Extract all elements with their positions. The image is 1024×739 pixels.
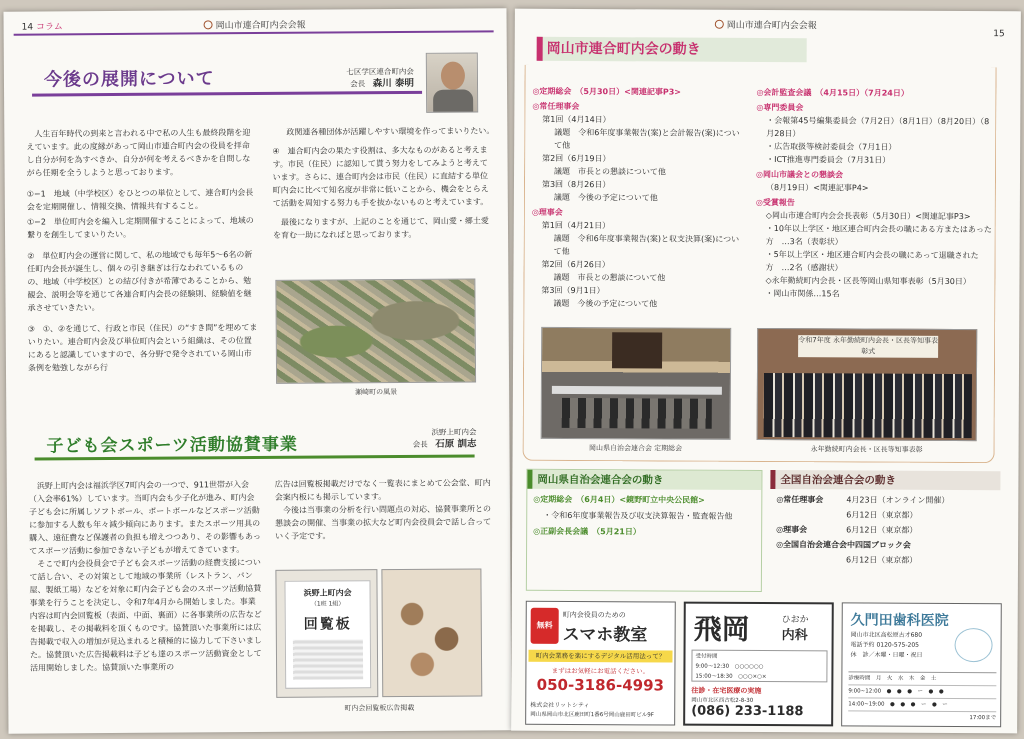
advertisement-sheet-photo bbox=[381, 568, 482, 697]
national-items bbox=[770, 489, 1000, 573]
activity-item: 議題 令和6年度事業報告(案)と会計報告(案)について他 bbox=[554, 127, 740, 150]
ad3-hours-foot: 17:00まで bbox=[969, 715, 997, 722]
general-meeting-photo bbox=[541, 327, 732, 440]
activity-heading: ◎理事会 bbox=[531, 207, 563, 217]
activity-item: ◇永年勤続町内会長・区長等岡山県知事表彰（5月30日） bbox=[765, 275, 971, 287]
ad2-note: 往診・在宅医療の実施 bbox=[691, 686, 762, 695]
activity-heading: ◎常任理事会 bbox=[532, 101, 580, 112]
ad1-phone: 050-3186-4993 bbox=[536, 675, 665, 695]
ad2-kana: ひおか bbox=[781, 615, 809, 626]
section-label: コラム bbox=[35, 22, 63, 33]
article2-paragraph: 広告は回覧板掲載だけでなく一覧表にまとめて公会堂、町内会案内板にも掲示しています。 bbox=[274, 478, 491, 502]
national-section-title: 全国自治会連合会の動き bbox=[770, 470, 1000, 490]
activity-item: ・岡山市関係…15名 bbox=[765, 288, 840, 299]
newsletter-logo-icon bbox=[204, 20, 213, 29]
article1-paragraph: ③ ①、②を通じて、行政と市民（住民）の“すき間”を埋めてまいりたい。連合町内会及び単位町内会という組織は、その位置にあると認識していますので、各分野で発令されている岡山市条例を勉強しながら行 bbox=[27, 323, 258, 373]
national-item bbox=[776, 523, 994, 537]
ad2-phone: (086) 233-1188 bbox=[691, 703, 804, 720]
ad1-company: 株式会社リットシティ bbox=[530, 701, 590, 710]
national-item bbox=[776, 553, 994, 567]
ad2-hours bbox=[691, 650, 827, 683]
activity-item: 議題 今後の予定について他 bbox=[553, 192, 658, 203]
aerial-photo-caption: 瀬崎町の風景 bbox=[355, 388, 398, 397]
prefecture-items bbox=[527, 489, 761, 546]
article1-org: 七区学区連合町内会 bbox=[346, 66, 414, 77]
board-photo-caption: 町内会回覧板広告掲載 bbox=[344, 703, 415, 713]
award-ceremony-caption: 永年勤続町内会長・区長等知事表彰 bbox=[810, 445, 923, 454]
ad3-hours-table bbox=[848, 671, 996, 724]
national-item-label bbox=[776, 553, 846, 566]
activity-item: 議題 令和6年度事業報告(案)と収支決算(案)について他 bbox=[553, 233, 740, 256]
ad1-line: 町内会業務を楽にするデジタル活用法って？ bbox=[528, 650, 672, 663]
circular-board-photo bbox=[275, 569, 378, 698]
page-number-left: 14 コラム bbox=[21, 22, 63, 33]
article1-paragraph: 政関連各種団体が活躍しやすい環境を作ってまいりたい。 bbox=[286, 126, 495, 137]
activity-item: ・広告取扱等検討委員会（7月1日） bbox=[766, 141, 897, 152]
activity-item: 第2回（6月19日） bbox=[542, 153, 611, 164]
national-item bbox=[776, 508, 994, 522]
article2-column-2 bbox=[275, 476, 497, 543]
board-title: 浜野上町内会 bbox=[303, 588, 352, 598]
prefecture-section bbox=[526, 469, 763, 592]
national-item-label: ◎理事会 bbox=[776, 525, 808, 535]
ad3-address: 岡山市北区高松原古才680 bbox=[850, 631, 923, 639]
activity-heading: ◎会計監査会議 （4月15日）（7月24日） bbox=[756, 87, 909, 98]
ad2-address: 岡山市北区西古松2-8-30 bbox=[691, 697, 754, 704]
activity-item: 議題 市長との懇談について他 bbox=[553, 272, 666, 283]
ad2-hours-row: 9:00〜12:30 ○○○○○○ bbox=[695, 663, 764, 670]
board-label: 回覧板 bbox=[303, 616, 352, 633]
article1-paragraph: ①−2 単位町内会を編入し定期開催することによって、地域の繋りを創生してまいりたい。 bbox=[26, 216, 254, 240]
article2-paragraph: そこで町内会役員会で子ども会スポーツ活動の経費支援について話し合い、その対策として地域の事業所（レストラン、パン屋、製紙工場）などを対象に町内会子ども会のスポーツ活動協賛事業を行うことを決定し、令和7年4月から開始しました。事業内容は町内会回覧板（表面、中面、裏面）に各事業所の広告などを掲載し、その掲載料を頂くものです。協賛頂いた事業所には広告掲載で収入の増加が見込まれると積極的に協力して下さいました。協賛頂いた広告掲載料は子ども達のスポーツ活動資金として活用開始しました。協賛頂いた事業所の bbox=[29, 557, 262, 673]
activity-heading: ◎定期総会 （5月30日）<関連記事P3> bbox=[532, 86, 681, 97]
activity-item: ・5年以上学区・地区連合町内会長の職にあって退職された方 …2名（感謝状） bbox=[765, 249, 979, 273]
activity-item: 第3回（8月26日） bbox=[541, 179, 611, 190]
activity-item: 第2回（6月26日） bbox=[541, 259, 610, 270]
activity-item: （8月19日）<関連記事P4> bbox=[765, 182, 869, 193]
ad2-hours-row: 15:00〜18:30 ○○○×○× bbox=[695, 673, 767, 681]
article1-paragraph: 最後になりますが、上記のことを通じて、岡山愛・郷土愛を育む一助になればと思っております。 bbox=[273, 216, 489, 240]
activity-item: 議題 市長との懇談について他 bbox=[554, 166, 666, 177]
article1-paragraph: ④ 連合町内会の果たす役割は、多大なものがあると考えます。市民（住民）に認知して貰う努力をしてみようと考えています。さらに、連合町内会は市民（住民）に直結する単位町内会に比べて知名度が非常に低いことから、機会をとらえて活動を周知する努力も手を抜かないものと考えています。 bbox=[272, 145, 489, 208]
article1-paragraph: ② 単位町内会の運営に関して、私の地域でも毎年5〜6名の新任町内会長が誕生し、個々の引き継ぎは行なわれているものの、地域（中学校区）との結び付きが希薄であることから、勉観会、説明会等を通じて各連合町内会長の経験則、経験値を継承させていきたい。 bbox=[27, 250, 253, 313]
ad3-hours-row: 14:00~19:00 ● ● ● ー ● ー bbox=[848, 698, 996, 712]
activity-item: ・会報第45号編集委員会（7月2日）（8月1日）（8月20日）（8月28日） bbox=[766, 115, 990, 139]
article1-column-1 bbox=[26, 126, 258, 375]
activity-item: ・10年以上学区・地区連合町内会長の職にある方またはあった方 …3名（表彰状） bbox=[765, 223, 992, 247]
award-sign: 令和7年度 永年勤続町内会長・区長等知事表彰式 bbox=[798, 335, 938, 358]
ad3-hours-head: 診療時間 月 火 水 木 金 土 bbox=[848, 672, 996, 686]
national-item-date: 4月23日（オンライン開催） bbox=[846, 495, 950, 505]
tooth-icon bbox=[954, 628, 992, 662]
national-item-date: 6月12日（東京都） bbox=[846, 525, 918, 535]
board-subtitle: （1班 1組） bbox=[310, 600, 345, 608]
national-item bbox=[776, 493, 994, 507]
national-section bbox=[770, 470, 1001, 593]
article2-column-1 bbox=[29, 478, 262, 675]
ad2-kanji: 飛岡 bbox=[693, 612, 750, 646]
smartphone-class-ad bbox=[525, 601, 676, 726]
activity-item: 第1回（4月21日） bbox=[541, 220, 611, 231]
ad1-address: 岡山県岡山市北区鹿田町1番6号岡山鹿田町ビル9F bbox=[530, 711, 654, 719]
activity-item: ・ICT推進専門委員会（7月31日） bbox=[766, 154, 891, 165]
prefecture-heading: ◎正副会長会議 （5月21日） bbox=[533, 526, 641, 537]
banner-title: 岡山市連合町内会の動き bbox=[546, 40, 701, 58]
activity-item: 第1回（4月14日） bbox=[542, 114, 611, 125]
activity-heading: ◎専門委員会 bbox=[756, 102, 804, 113]
free-badge: 無料 bbox=[531, 608, 559, 644]
ad2-hours-title: 受付時間 bbox=[695, 653, 718, 660]
ad3-hours-row: 9:00~12:00 ● ● ● ー ● ● bbox=[848, 685, 996, 699]
article2-paragraph: 今後は当事業の分析を行い問題点の対応、協賛事業所との懇談会の開催、当事業の拡大など町内会役員会で話し合っていく予定です。 bbox=[275, 504, 492, 541]
article1-title-rule bbox=[32, 91, 422, 97]
article2-name: 石原 訓志 bbox=[435, 438, 477, 450]
award-ceremony-photo bbox=[757, 328, 978, 441]
national-item-label: ◎常任理事会 bbox=[776, 495, 824, 505]
activity-column-a bbox=[531, 83, 744, 311]
activity-heading: ◎岡山市議会との懇談会 bbox=[756, 169, 844, 180]
prefecture-heading: ◎定期総会 （6月4日）<鏡野町立中央公民館> bbox=[533, 494, 705, 505]
national-item-label bbox=[776, 508, 846, 521]
article1-paragraph: ①−1 地域（中学校区）をひとつの単位として、連合町内会長会を定期開催し、情報交換、情報共有すること。 bbox=[26, 188, 254, 212]
header-rule bbox=[14, 30, 494, 35]
article2-title: 子ども会スポーツ活動協賛事業 bbox=[46, 434, 298, 457]
aerial-landscape-photo bbox=[275, 278, 476, 383]
ad3-name: 久門田歯科医院 bbox=[850, 612, 949, 629]
ad2-dept: 内科 bbox=[781, 628, 808, 644]
left-page bbox=[3, 8, 511, 733]
activity-item: 議題 今後の予定について他 bbox=[553, 298, 658, 309]
article2-org: 浜野上町内会 bbox=[431, 427, 477, 437]
newsletter-title-right: 岡山市連合町内会会報 bbox=[715, 18, 817, 32]
dental-clinic-ad bbox=[841, 602, 1002, 727]
article1-paragraph: 人生百年時代の到来と言われる中で私の人生も最終段階を迎えています。此の度縁があって岡山市連合町内会の役員を拝命し自分が何を為すべきか、自分が何を考えるべきかを自問しながら任期を全うしようと思っております。 bbox=[26, 128, 251, 178]
ad3-phone: 電話予約 0120-575-205 bbox=[850, 641, 920, 649]
article2-paragraph: 浜野上町内会は福浜学区7町内会の一つで、911世帯が入会（入会率61%）しています。当町内会も少子化が進み、町内会子ども会に所属しソフトボール、ポートボールなどスポーツ活動に参加する人数も年々減少傾向にあります。またスポーツ用具の購入、遠征費など保護者の負担も増えつつあり、その影響もあってスポーツ活動に参加できない子どもが増えてきています。 bbox=[28, 480, 261, 556]
activity-item: 第3回（9月1日） bbox=[541, 285, 605, 296]
ad1-lead: 町内会役員のための bbox=[562, 610, 626, 620]
article1-author bbox=[304, 66, 414, 91]
national-item-date: 6月12日（東京都） bbox=[846, 510, 918, 520]
national-item bbox=[776, 538, 994, 552]
ad3-holiday: 休 診／木曜・日曜・祝日 bbox=[850, 651, 923, 659]
newsletter-title-left: 岡山市連合町内会会報 bbox=[204, 18, 306, 32]
activity-column-b bbox=[755, 84, 994, 301]
article1-role: 会長 bbox=[350, 79, 366, 89]
right-page bbox=[511, 9, 1021, 734]
prefecture-item: ・令和6年度事業報告及び収支決算報告・監査報告他 bbox=[543, 510, 733, 521]
page-number-right: 15 bbox=[993, 29, 1005, 40]
article1-name: 森川 泰明 bbox=[372, 77, 415, 90]
national-item-label: ◎全国自治会連合会中四国ブロック会 bbox=[776, 540, 911, 550]
article1-column-2 bbox=[272, 124, 495, 242]
article1-title: 今後の展開について bbox=[43, 68, 215, 91]
activity-heading: ◎受賞報告 bbox=[755, 197, 795, 208]
ad1-cta: まずはお気軽にお電話ください。 bbox=[551, 666, 650, 676]
national-item-date: 6月12日（東京都） bbox=[845, 555, 918, 565]
city-association-banner bbox=[537, 37, 807, 62]
ad1-title: スマホ教室 bbox=[562, 624, 648, 646]
activity-item: ◇岡山市連合町内会会長表彰（5月30日）<関連記事P3> bbox=[765, 210, 971, 222]
article2-role: 会長 bbox=[412, 439, 428, 449]
article2-author bbox=[366, 426, 476, 451]
newsletter-logo-icon bbox=[715, 20, 724, 29]
general-meeting-caption: 岡山県自治会連合会 定期総会 bbox=[588, 444, 683, 453]
prefecture-section-title: 岡山県自治会連合会の動き bbox=[527, 470, 761, 490]
author-portrait-photo bbox=[426, 52, 478, 112]
clinic-hioka-ad bbox=[683, 602, 834, 727]
